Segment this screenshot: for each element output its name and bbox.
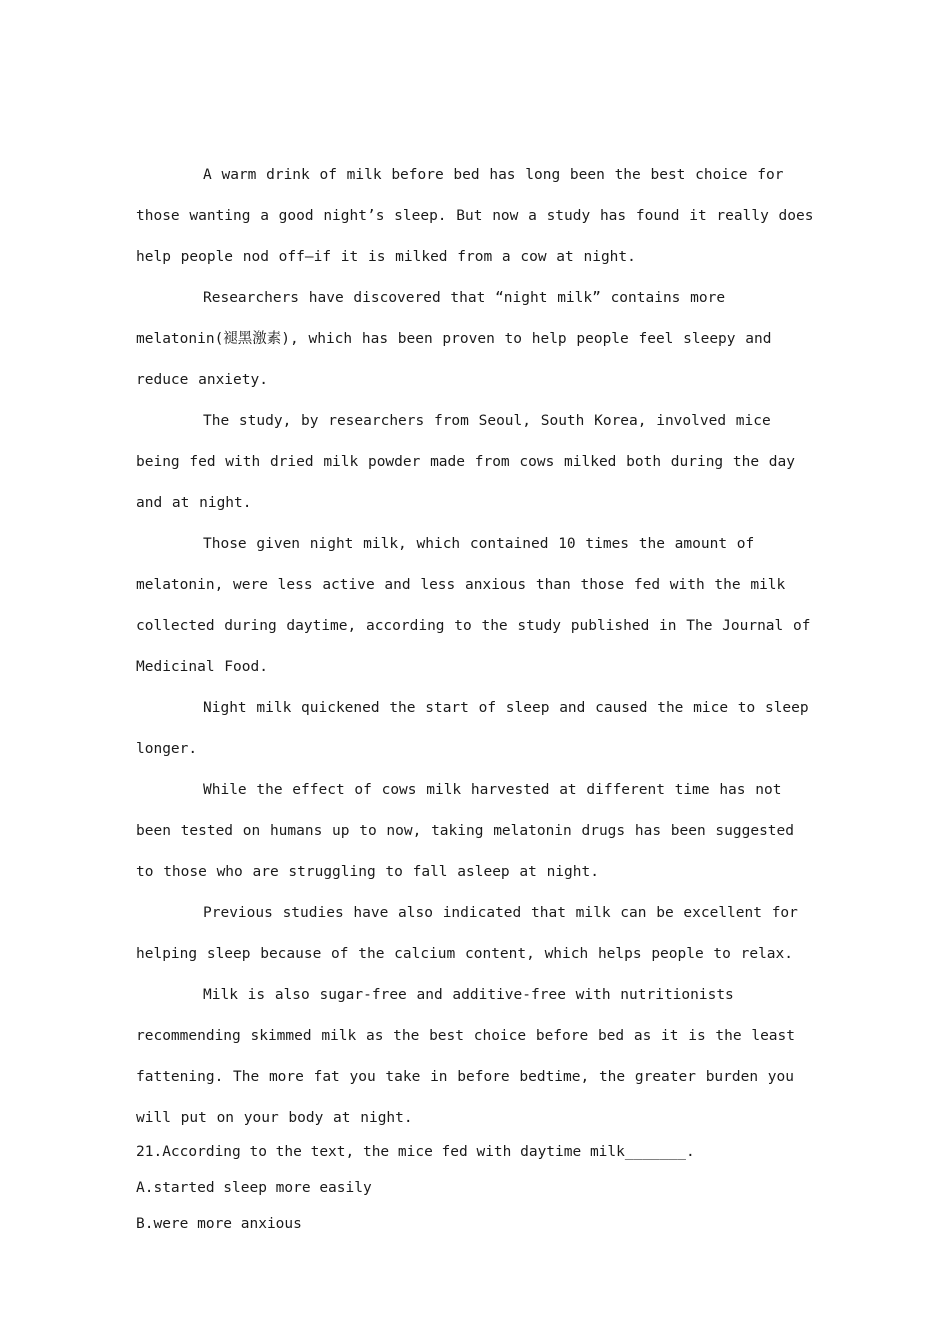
passage-paragraph: While the effect of cows milk harvested at different time has not been tested on humans up to now, taking melatonin drugs has been suggested to those who are struggling to fall asleep at night.	[136, 782, 795, 880]
passage-paragraph: Those given night milk, which contained 10 times the amount of melatonin, were less active and less anxious than those fed with the milk collected during daytime, according to the study published in The Journal of Medicinal Food.	[136, 536, 811, 675]
answer-option-b: B.were more anxious	[136, 1216, 302, 1232]
answer-option-a: A.started sleep more easily	[136, 1180, 372, 1196]
passage-paragraph: Night milk quickened the start of sleep and caused the mice to sleep longer.	[136, 700, 809, 757]
question-stem: 21.According to the text, the mice fed with daytime milk_______.	[136, 1144, 695, 1160]
passage-paragraph: Previous studies have also indicated that milk can be excellent for helping sleep because of the calcium content, which helps people to relax.	[136, 905, 798, 962]
passage-paragraph: Milk is also sugar-free and additive-free with nutritionists recommending skimmed milk as the best choice before bed as it is the least fattening. The more fat you take in before bedtime, the greater burden you will put on your body at night.	[136, 987, 796, 1126]
passage-paragraph: A warm drink of milk before bed has long been the best choice for those wanting a good night’s sleep. But now a study has found it really does help people nod off—if it is milked from a cow at night.	[136, 167, 814, 265]
passage-paragraph: Researchers have discovered that “night milk” contains more melatonin(褪黑激素), which has been proven to help people feel sleepy and reduce anxiety.	[136, 290, 772, 388]
reading-passage	[136, 155, 816, 1242]
passage-paragraph: The study, by researchers from Seoul, South Korea, involved mice being fed with dried milk powder made from cows milked both during the day and at night.	[136, 413, 796, 511]
